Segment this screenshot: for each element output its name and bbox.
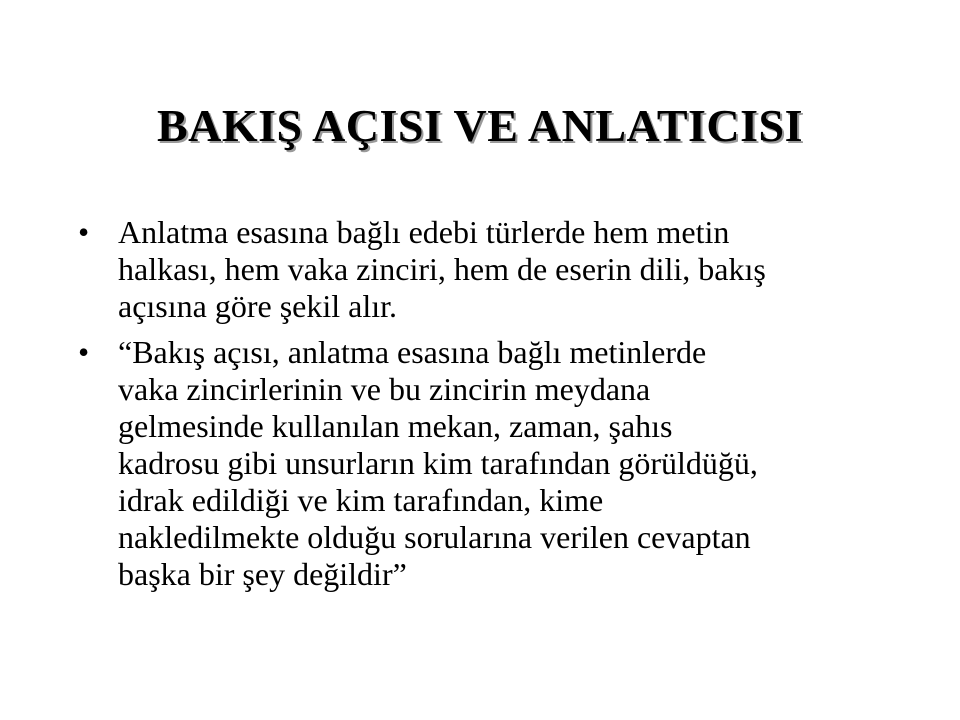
- bullet-text-line: başka bir şey değildir”: [118, 556, 407, 592]
- bullet-text-line: Anlatma esasına bağlı edebi türlerde hem metin: [118, 214, 730, 250]
- bullet-text-line: gelmesinde kullanılan mekan, zaman, şahıs: [118, 408, 673, 444]
- bullet-point-icon: •: [78, 334, 90, 370]
- bullet-point-icon: •: [78, 214, 90, 250]
- bullet-text-line: nakledilmekte olduğu sorularına verilen cevaptan: [118, 519, 751, 555]
- slide-title: BAKIŞ AÇISI VE ANLATICISI: [156, 100, 804, 151]
- bullet-text-line: açısına göre şekil alır.: [118, 288, 398, 324]
- bullet-text-line: kadrosu gibi unsurların kim tarafından görüldüğü,: [118, 445, 758, 481]
- bullet-text-line: halkası, hem vaka zinciri, hem de eserin dili, bakış: [118, 251, 766, 287]
- bullet-item: [78, 214, 898, 325]
- bullet-text-line: idrak edildiği ve kim tarafından, kime: [118, 482, 604, 518]
- bullet-list: [78, 214, 898, 602]
- bullet-text-line: vaka zincirlerinin ve bu zincirin meydana: [118, 371, 651, 407]
- bullet-item: [78, 334, 898, 593]
- bullet-text-line: “Bakış açısı, anlatma esasına bağlı metinlerde: [118, 334, 707, 370]
